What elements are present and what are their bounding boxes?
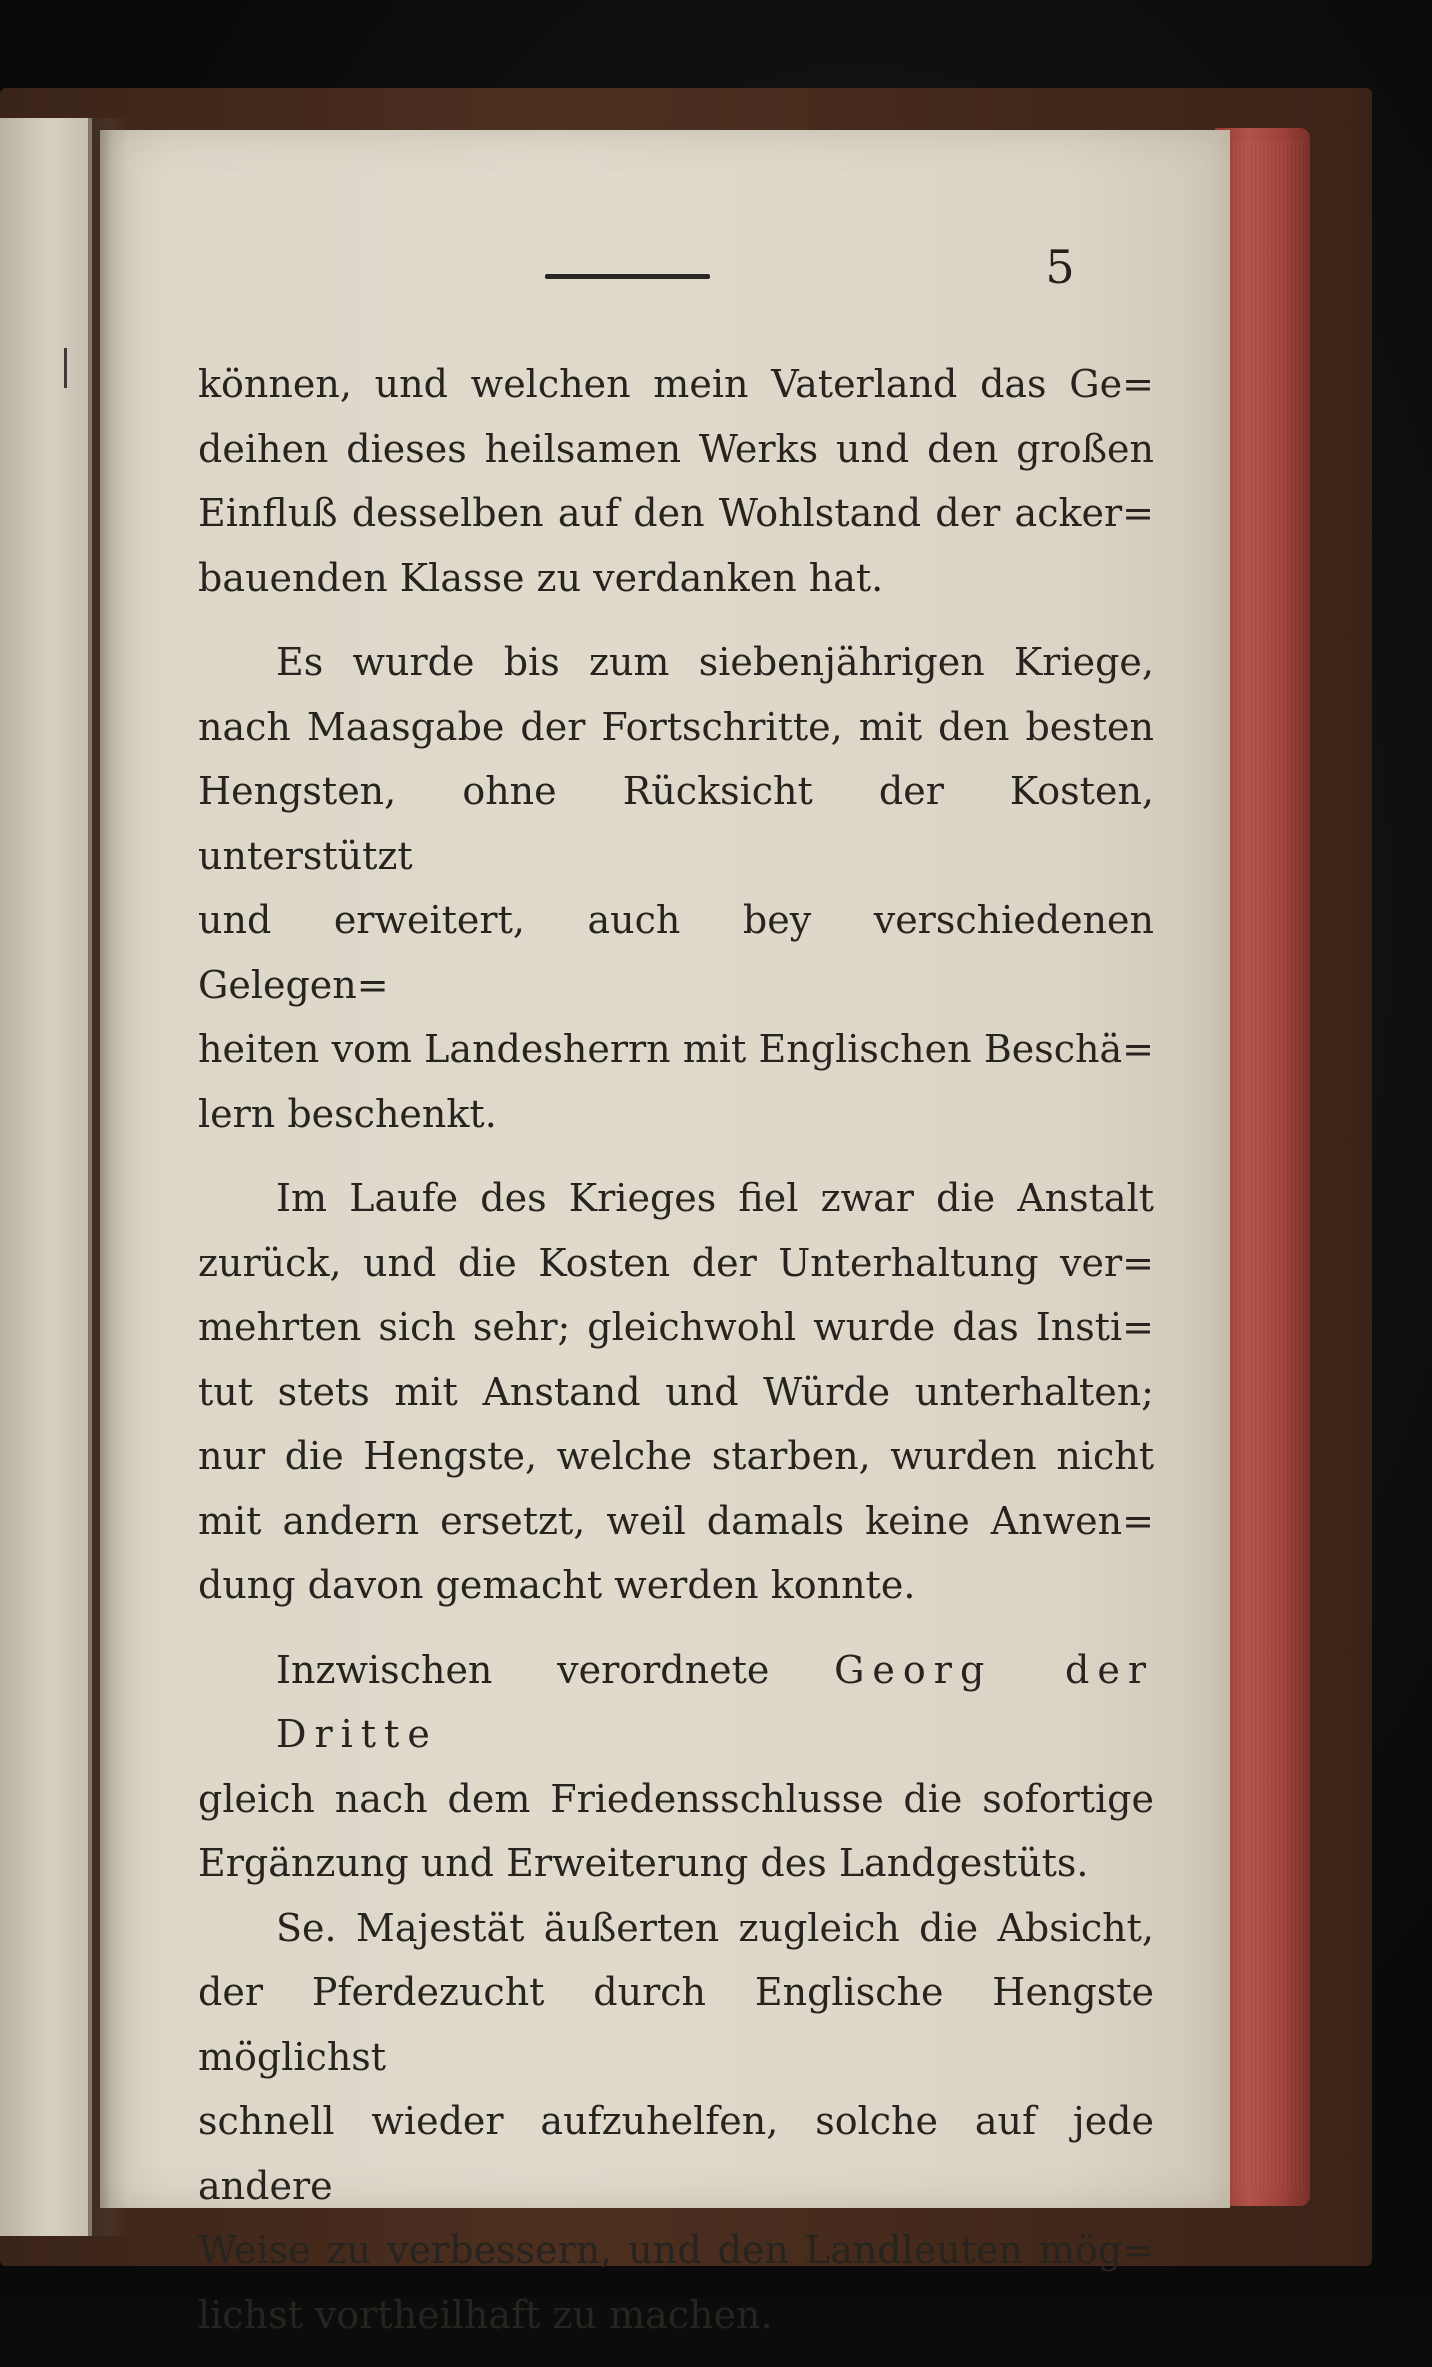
left-page [0,118,92,2236]
text-line: Es wurde bis zum siebenjährigen Kriege, [276,640,1154,684]
text-line: Hengsten, ohne Rücksicht der Kosten, unterstützt [198,769,1154,878]
text-line: nach Maasgabe der Fortschritte, mit den besten [198,704,1154,749]
text-line: Einfluß desselben auf den Wohlstand der acker= [198,491,1154,535]
text-line: Im Laufe des Krieges fiel zwar die Anstalt [276,1176,1154,1220]
page-number: 5 [1045,240,1075,294]
text-line: Ergänzung und Erweiterung des Landgestüts. [198,1841,1089,1885]
text-line: schnell wieder aufzuhelfen, solche auf jede andere [198,2099,1154,2208]
paragraph-3 [198,1166,1154,1618]
text-line: der Pferdezucht durch Englische Hengste möglichst [198,1970,1154,2079]
text-line: lichst vortheilhaft zu machen. [198,2292,773,2337]
text-line: zurück, und die Kosten der Unterhaltung ver= [198,1240,1154,1285]
page-body-text [198,352,1154,2367]
text-line: nur die Hengste, welche starben, wurden nicht [198,1434,1154,1478]
text-line: dung davon gemacht werden konnte. [198,1563,916,1607]
text-line: deihen dieses heilsamen Werks und den großen [198,426,1154,471]
text-fragment: Inzwischen verordnete [276,1647,770,1692]
right-page [100,130,1230,2337]
paragraph-2 [198,630,1154,1146]
text-line: Weise zu verbessern, und den Landleuten mög= [198,2228,1154,2272]
emphasized-name: Georg der Dritte [276,1647,1154,1756]
text-line: gleich nach dem Friedensschlusse die sofortige [198,1776,1154,1821]
paragraph-4 [198,1638,1154,1896]
running-head-rule [545,274,710,279]
gutter-shadow [88,118,128,2236]
text-line: lern beschenkt. [198,1091,497,1136]
text-line: Se. Majestät äußerten zugleich die Absicht, [276,1905,1154,1950]
text-line: heiten vom Landesherrn mit Englischen Beschä= [198,1027,1154,1071]
paragraph-1 [198,352,1154,610]
text-line: können, und welchen mein Vaterland das Ge= [198,362,1154,406]
left-page-mark [64,348,67,388]
text-line: und erweitert, auch bey verschiedenen Gelegen= [198,898,1154,1007]
text-line [198,1638,1154,1767]
page-edge-texture [1225,140,1305,2190]
text-line: mit andern ersetzt, weil damals keine Anwen= [198,1498,1154,1543]
paragraph-5 [198,1896,1154,2348]
text-line: tut stets mit Anstand und Würde unterhalten; [198,1369,1154,1414]
text-line: mehrten sich sehr; gleichwohl wurde das Insti= [198,1305,1154,1349]
text-line: bauenden Klasse zu verdanken hat. [198,555,884,600]
